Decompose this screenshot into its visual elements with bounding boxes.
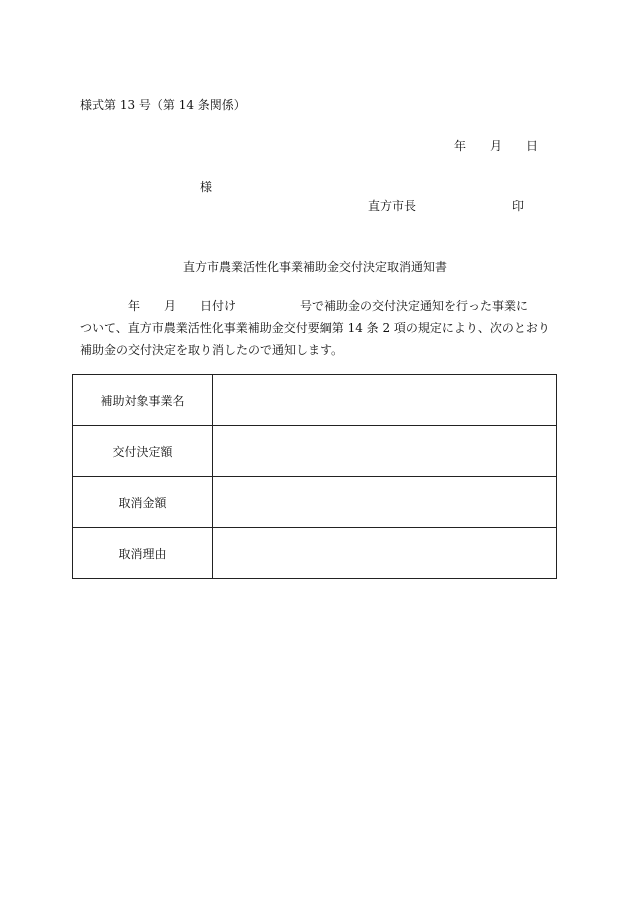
table-row — [73, 426, 557, 477]
row-value-grant-amount[interactable] — [213, 426, 557, 477]
date-line — [454, 137, 538, 154]
table-row — [73, 477, 557, 528]
body-line-3: 補助金の交付決定を取り消したので通知します。 — [80, 343, 344, 357]
row-label-project-name: 補助対象事業名 — [73, 375, 213, 426]
date-month-label: 月 — [490, 139, 503, 153]
issuer-name: 直方市長 — [368, 199, 417, 213]
body-paragraph — [80, 295, 555, 361]
body-line-2: ついて、直方市農業活性化事業補助金交付要綱第 14 条 2 項の規定により、次のとおり — [80, 321, 550, 335]
seal-mark: 印 — [512, 199, 525, 213]
document-title: 直方市農業活性化事業補助金交付決定取消通知書 — [182, 260, 447, 274]
cancellation-table — [72, 374, 557, 579]
date-day-label: 日 — [526, 139, 539, 153]
addressee-honorific: 様 — [200, 180, 213, 194]
body-day-label: 日付け — [200, 299, 237, 313]
row-value-cancel-amount[interactable] — [213, 477, 557, 528]
issuer-block — [368, 197, 524, 214]
row-value-cancel-reason[interactable] — [213, 528, 557, 579]
table-row — [73, 528, 557, 579]
row-label-cancel-reason: 取消理由 — [73, 528, 213, 579]
date-year-label: 年 — [454, 139, 467, 153]
table-row — [73, 375, 557, 426]
form-number: 様式第 13 号（第 14 条関係） — [80, 98, 246, 112]
body-line-1 — [80, 295, 555, 317]
body-month-label: 月 — [164, 299, 177, 313]
row-value-project-name[interactable] — [213, 375, 557, 426]
body-line-1-rest: 号で補助金の交付決定通知を行った事業に — [300, 299, 529, 313]
row-label-cancel-amount: 取消金額 — [73, 477, 213, 528]
body-year-label: 年 — [128, 299, 141, 313]
row-label-grant-amount: 交付決定額 — [73, 426, 213, 477]
